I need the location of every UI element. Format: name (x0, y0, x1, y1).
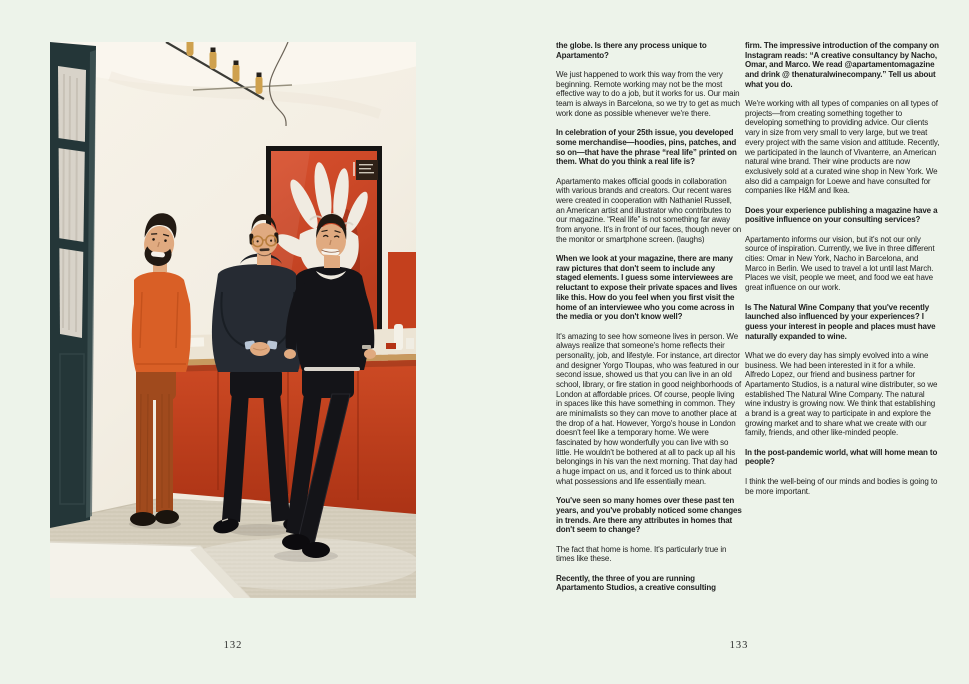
tee-hem (304, 367, 360, 371)
article-column-1 (556, 41, 742, 603)
clasped-hands (250, 342, 270, 356)
interview-question: Recently, the three of you are running Apartamento Studios, a creative consulting (556, 573, 716, 593)
page-number-right: 133 (729, 640, 749, 651)
interview-question: the globe. Is there any process unique to Apartamento? (556, 41, 707, 60)
man-left-legs (136, 366, 176, 514)
interview-answer: We just happened to work this way from the very beginning. Remote working may not be the most effective way to do a job, but it works for us. Our main team is always in Barcelona, so we try to get as much work done as possible whenever we're there. (556, 70, 740, 118)
interview-question: firm. The impressive introduction of the company on Instagram reads: “A creative consultancy by Nacho, Omar, and Marco. We read @apartamentomagazine and drink @ thenaturalwinecompany.” Tell us about what you do. (745, 41, 939, 89)
interview-answer: Apartamento informs our vision, but it's not our only source of inspiration. Currently, we live in three different cities: Omar in New York, Nacho in Barcelona, and Marco in Berlin. We used to travel a lot until last March. Places we visit, people we meet, and food we eat have great influence on our work. (745, 234, 935, 293)
door-frame (50, 42, 96, 528)
interview-answer: The fact that home is home. It's particularly true in times like these. (556, 544, 727, 564)
watch (362, 345, 371, 349)
man-right-sweater (295, 266, 369, 370)
interview-question: You've seen so many homes over these past ten years, and you've probably noticed some changes in trends. Are there any attributes in homes that don't seem to change? (556, 496, 742, 535)
photo-illustration (50, 42, 416, 598)
counter-front (162, 360, 416, 514)
mustache (260, 248, 270, 251)
interview-question: In the post-pandemic world, what will home mean to people? (745, 447, 938, 467)
interview-answer: What we do every day has simply evolved into a wine business. We had been interested in it for a while. Alfredo Lopez, our friend and business partner for Apartamento Studios, is a natural wine distributer, so we established The Natural Wine Company. The natural wine industry is growing now. We think that establishing a brand is a great way to participate in and explore the growing market and to share what we create with our family, friends, and other like-minded people. (745, 350, 938, 438)
interview-answer: We're working with all types of companies on all types of projects—from creating something together to developing something to providing advice. Our clients vary in size from very small to very large, but we treat every project with the same vision and attitude. Recently, we participated in the launch of Vivanterre, an American natural wine brand. Their wine products are now exclusively sold at a curated wine shop in New York. We also did a campaign for Loewe and have consulted for companies like H&M and Ikea. (745, 99, 940, 196)
man-right-shoes (302, 542, 330, 558)
interview-answer: I think the well-being of our minds and bodies is going to be more important. (745, 476, 938, 496)
article-column-2 (745, 41, 940, 506)
spread-photo (50, 42, 416, 598)
page-number-left: 132 (223, 640, 243, 651)
interview-question: Is The Natural Wine Company that you've recently launched also influenced by your experiences? I guess your interest in people and places must have naturally expanded to wine. (745, 302, 936, 341)
man-left-shoes (155, 510, 179, 524)
interview-question: When we look at your magazine, there are many raw pictures that don't seem to include any staged elements. I guess some interviewees are reluctant to expose their private spaces and lives like this. How do you feel when you first visit the home of an interviewee who you come across in the media or you don't know well? (556, 254, 738, 322)
interview-answer: It's amazing to see how someone lives in person. We always realize that someone's home reflects their personality, job, and lifestyle. For instance, art director and designer Yorgo Tloupas, who was featured in our second issue, showed us that you can live in an old school, library, or fire station in good neighborhoods of London at affordable prices. Of course, people living in spaces like this have something in common. They are minimalists so they can move to another place at the drop of a hat. However, Yorgo's house in London doesn't feel like a temporary home. We were fascinated by how wonderfully you can live with so little. He wouldn't be bothered at all to pack up all his belongings in his van the next morning. That day had a huge impact on us, and it forced us to think about what possessions and life essentially mean. (556, 331, 742, 486)
interview-question: Does your experience publishing a magazine have a positive influence on your consulting services? (745, 205, 938, 225)
poster-label (353, 160, 378, 180)
interview-question: In celebration of your 25th issue, you developed some merchandise—hoodies, pins, patches, and so on—that have the phrase “real life” printed on them. What do you think a real life is? (556, 128, 737, 167)
interview-answer: Apartamento makes official goods in collaboration with various brands and creators. Our recent wares were created in cooperation with Nathaniel Russell, an American artist and illustrator who contributes to our magazine. “Real life” is not something far away from anyone. It's in front of our faces, though never on the monitor or smartphone screen. (laughs) (556, 176, 742, 244)
man-left-shoes (130, 512, 156, 526)
